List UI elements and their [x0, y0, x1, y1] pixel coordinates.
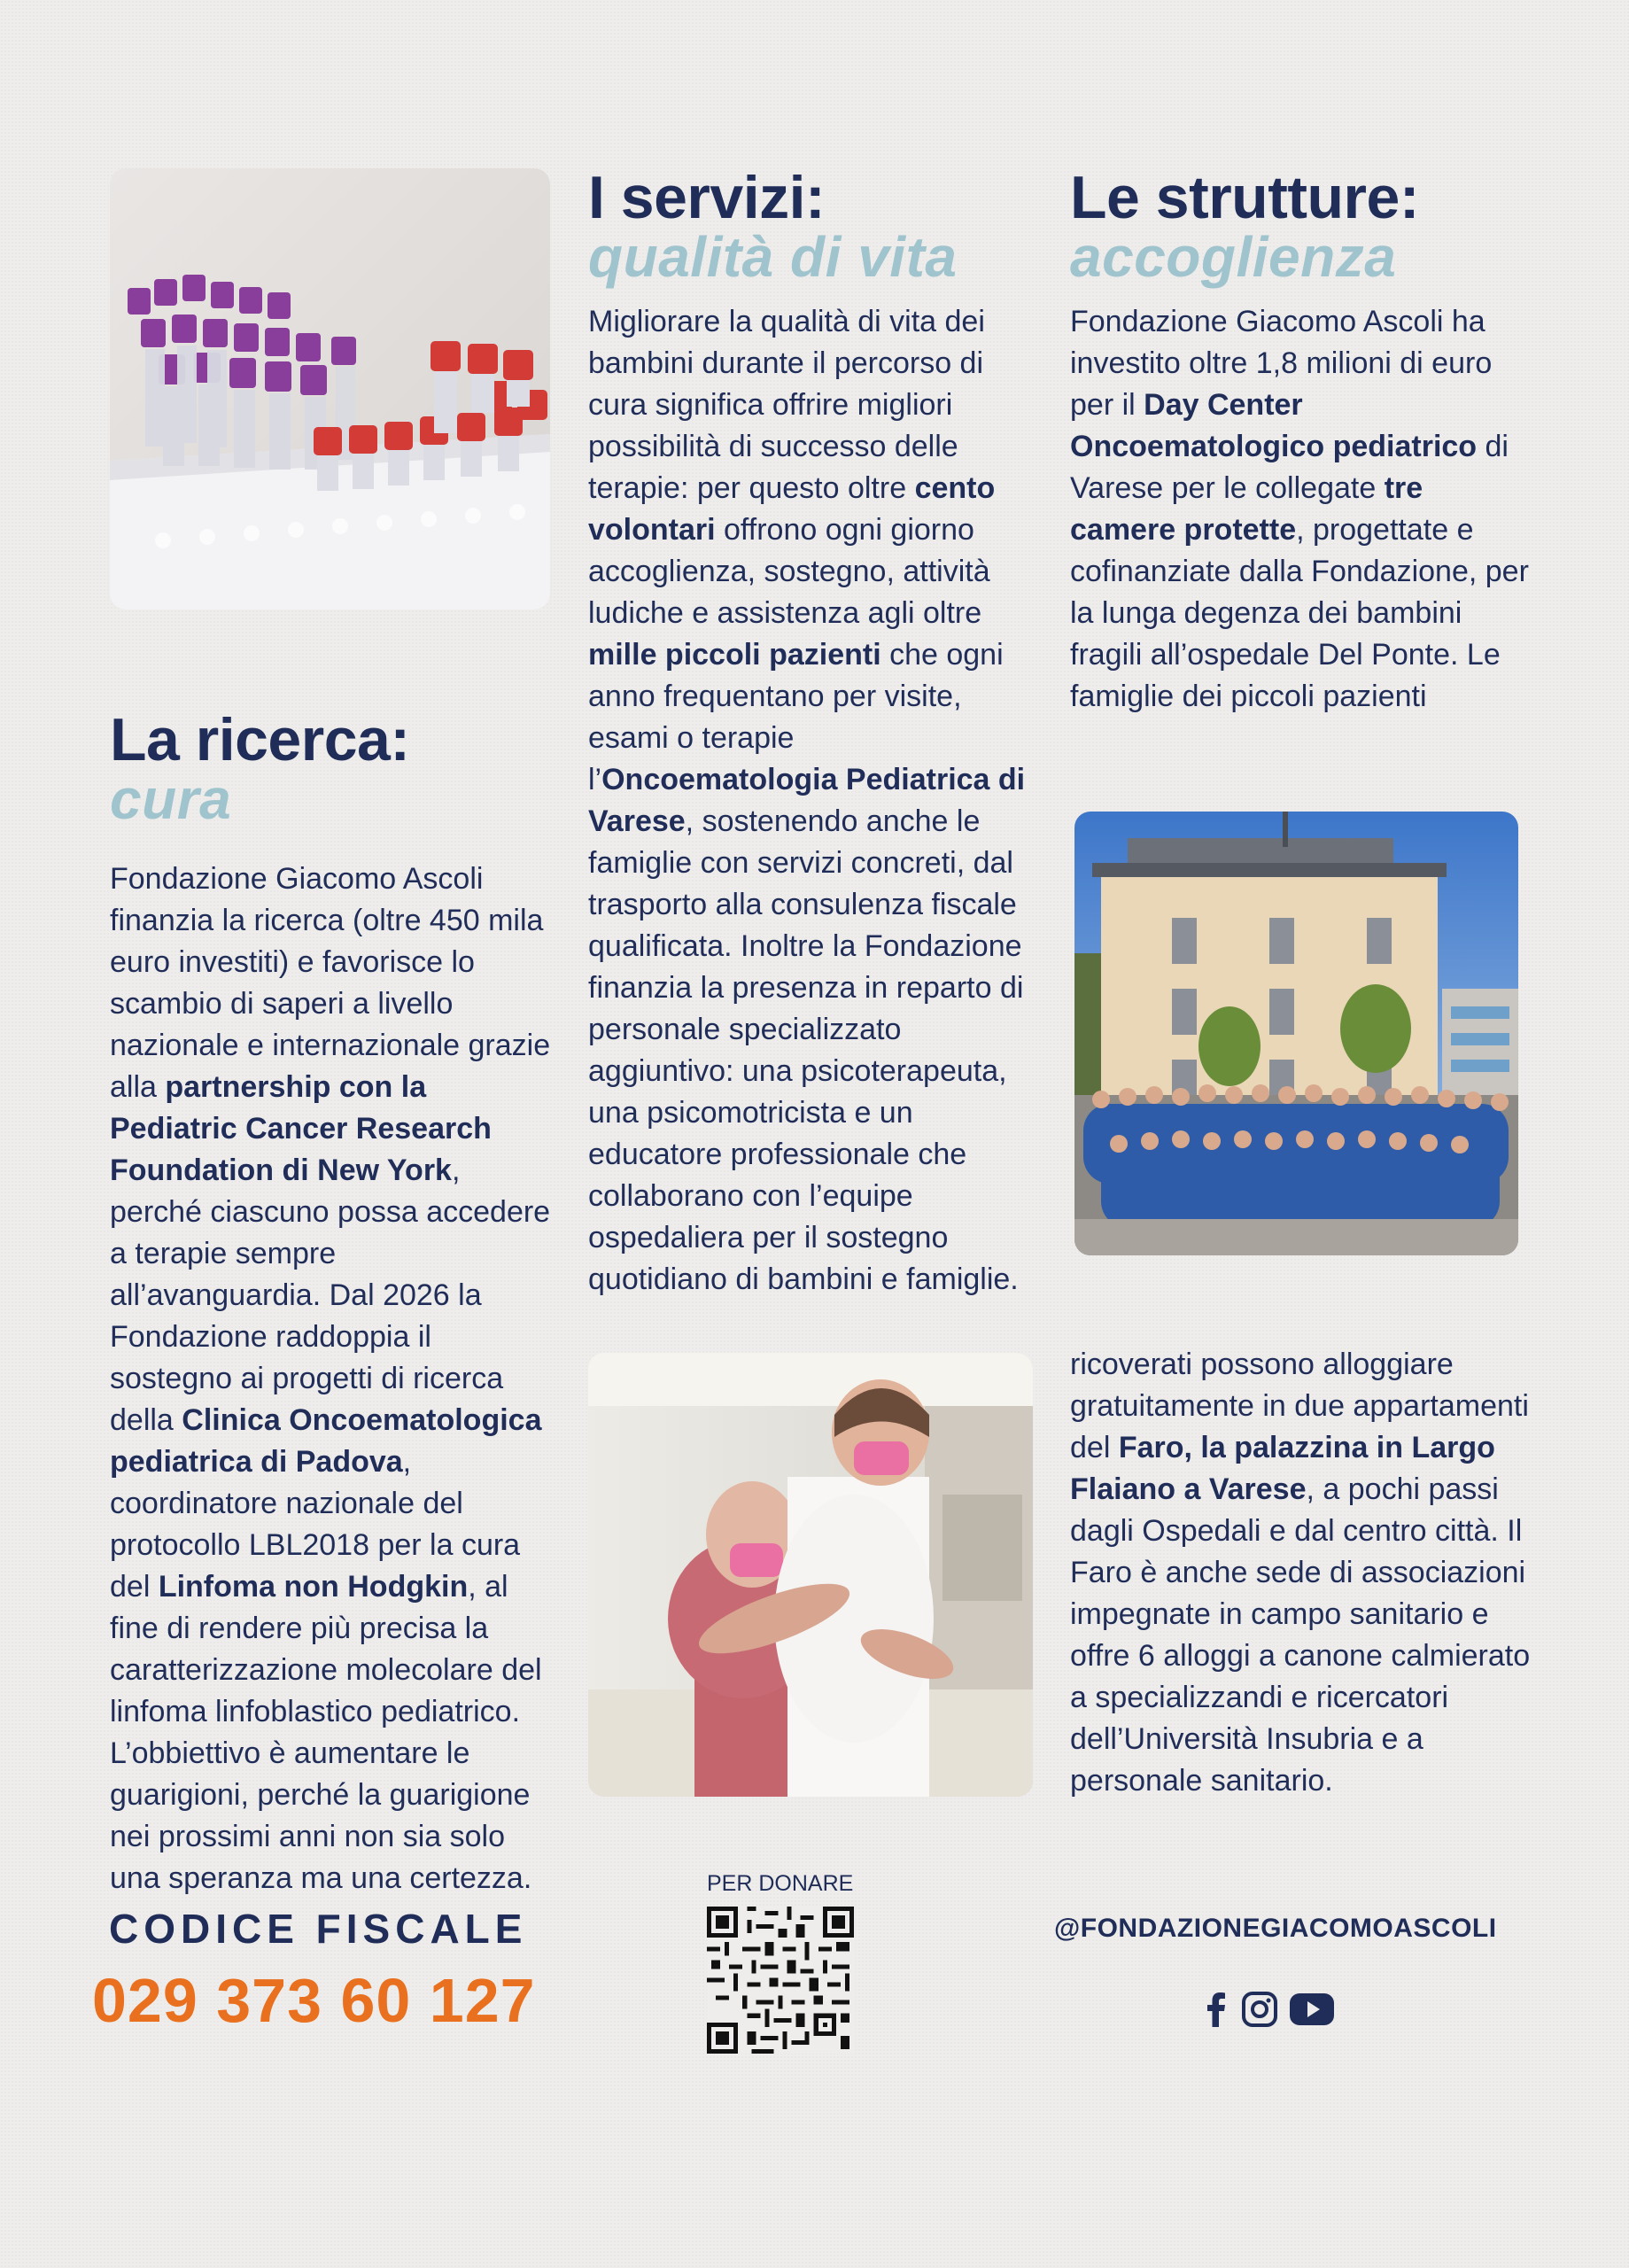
services-paragraph: Migliorare la qualità di vita dei bambini durante il percorso di cura significa offrire migliori possibilità di successo delle terapie: per questo oltre cento volontari offrono ogni giorno accoglienza, sostegno, attività ludiche e assistenza agli oltre mille piccoli pazienti che ogni anno frequentano per visite, esami o terapie l’Oncoematologia Pediatrica di Varese, sostenendo anche le famiglie con servizi concreti, dal trasporto alla consulenza fiscale qualificata. Inoltre la Fondazione finanzia la presenza in reparto di personale specializzato aggiuntivo: una psicoterapeuta, una psicomotricista e un educatore professionale che collaborano con l’equipe ospedaliera per il sostegno quotidiano di bambini e famiglie. — [588, 305, 1026, 1296]
services-title: I servizi: — [588, 164, 826, 231]
social-handle[interactable]: @FONDAZIONEGIACOMOASCOLI — [1054, 1914, 1497, 1943]
structures-section — [1070, 164, 1531, 718]
photo-test-tubes — [110, 168, 550, 610]
structures-title: Le strutture: — [1070, 164, 1419, 231]
photo-building-group — [1074, 812, 1518, 1255]
photo-hug — [588, 1353, 1033, 1797]
structures-subtitle: accoglienza — [1070, 225, 1397, 289]
donate-label: PER DONARE — [707, 1871, 854, 1896]
research-title: La ricerca: — [110, 706, 410, 773]
tax-code-number: 029 373 60 127 — [92, 1966, 536, 2035]
facebook-icon[interactable] — [1203, 1992, 1230, 2027]
social-icons — [1203, 1990, 1345, 2029]
services-subtitle: qualità di vita — [588, 225, 958, 289]
research-subtitle: cura — [110, 767, 232, 831]
research-paragraph: Fondazione Giacomo Ascoli finanzia la ricerca (oltre 450 mila euro investiti) e favorisce lo scambio di saperi a livello nazionale e internazionale grazie alla partnership con la Pediatric Cancer Research Foundation di New York, perché ciascuno possa accedere a terapie sempre all’avanguardia. Dal 2026 la Fondazione raddoppia il sostegno ai progetti di ricerca della Clinica Oncoematologica pediatrica di Padova, coordinatore nazionale del protocollo LBL2018 per la cura del Linfoma non Hodgkin, al fine di rendere più precisa la caratterizzazione molecolare del linfoma linfoblastico pediatrico. L’obbiettivo è aumentare le guarigioni, perché la guarigione nei prossimi anni non sia solo una speranza ma una certezza. — [110, 862, 551, 1895]
research-section — [110, 706, 553, 1899]
tax-code-label: CODICE FISCALE — [109, 1906, 528, 1952]
structures-paragraph: Fondazione Giacomo Ascoli ha investito oltre 1,8 milioni di euro per il Day Center Oncoematologico pediatrico di Varese per le collegate tre camere protette, progettate e cofinanziate dalla Fondazione, per la lunga degenza dei bambini fragili all’ospedale Del Ponte. Le famiglie dei piccoli pazienti — [1070, 305, 1529, 713]
donate-qr-code[interactable] — [707, 1907, 854, 2054]
services-section — [588, 164, 1040, 1301]
structures-paragraph-continued: ricoverati possono alloggiare gratuitamente in due appartamenti del Faro, la palazzina in Largo Flaiano a Varese, a pochi passi dagli Ospedali e dal centro città. Il Faro è anche sede di associazioni impegnate in campo sanitario e offre 6 alloggi a canone calmierato a specializzandi e ricercatori dell’Università Insubria e a personale sanitario. — [1070, 1348, 1531, 1798]
instagram-icon[interactable] — [1242, 1992, 1277, 2027]
youtube-icon[interactable] — [1290, 1993, 1334, 2025]
